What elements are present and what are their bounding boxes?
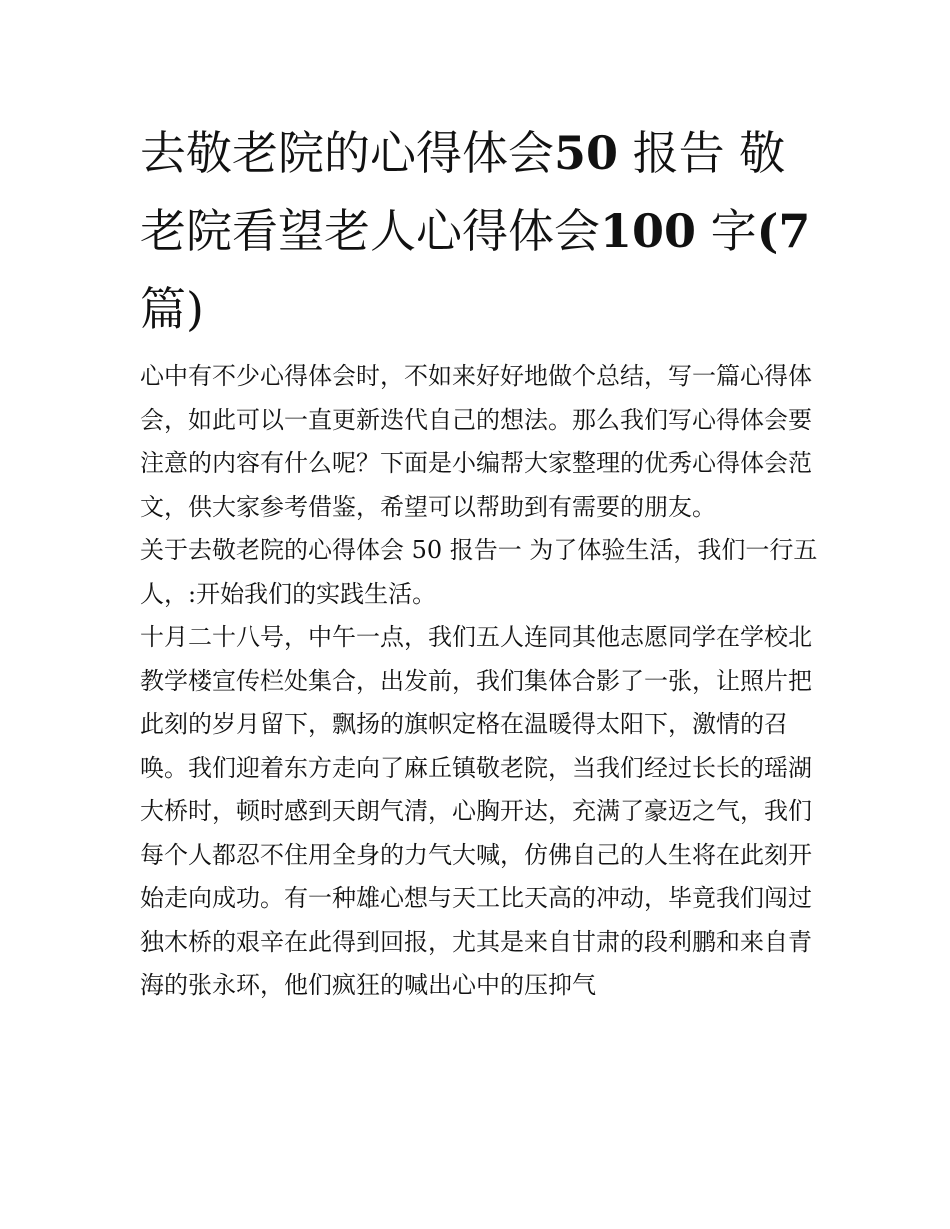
document-title xyxy=(140,114,820,348)
title-number-3: (7 xyxy=(756,204,811,258)
title-part-1: 去敬老院的心得体会 xyxy=(140,126,554,180)
paragraph-narrative: 十月二十八号，中午一点，我们五人连同其他志愿同学在学校北教学楼宣传栏处集合，出发前，我们集体合影了一张，让照片把此刻的岁月留下，飘扬的旗帜定格在温暖得太阳下，激情的召唤。我们迎着东方走向了麻丘镇敬老院，当我们经过长长的瑶湖大桥时，顿时感到天朗气清，心胸开达，充满了豪迈之气，我们每个人都忍不住用全身的力气大喊，仿佛自己的人生将在此刻开始走向成功。有一种雄心想与天工比天高的冲动，毕竟我们闯过独木桥的艰辛在此得到回报，尤其是来自甘肃的段利鹏和来自青海的张永环，他们疯狂的喊出心中的压抑气 xyxy=(140,623,812,999)
title-number-1: 50 xyxy=(554,126,619,180)
title-part-4: 字 xyxy=(710,204,757,258)
document-body xyxy=(140,355,820,1008)
paragraph-intro: 心中有不少心得体会时，不如来好好地做个总结，写一篇心得体会，如此可以一直更新迭代自己的想法。那么我们写心得体会要注意的内容有什么呢？下面是小编帮大家整理的优秀心得体会范文，供大家参考借鉴，希望可以帮助到有需要的朋友。 xyxy=(140,362,812,521)
title-part-5: 篇) xyxy=(140,282,204,336)
title-part-2: 报告 xyxy=(632,126,725,180)
title-part-3: 敬老院看望老人心得体会 xyxy=(140,126,786,258)
title-number-2: 100 xyxy=(600,204,697,258)
paragraph-report-one: 关于去敬老院的心得体会 50 报告一 为了体验生活，我们一行五人，:开始我们的实践生活。 xyxy=(140,536,818,608)
